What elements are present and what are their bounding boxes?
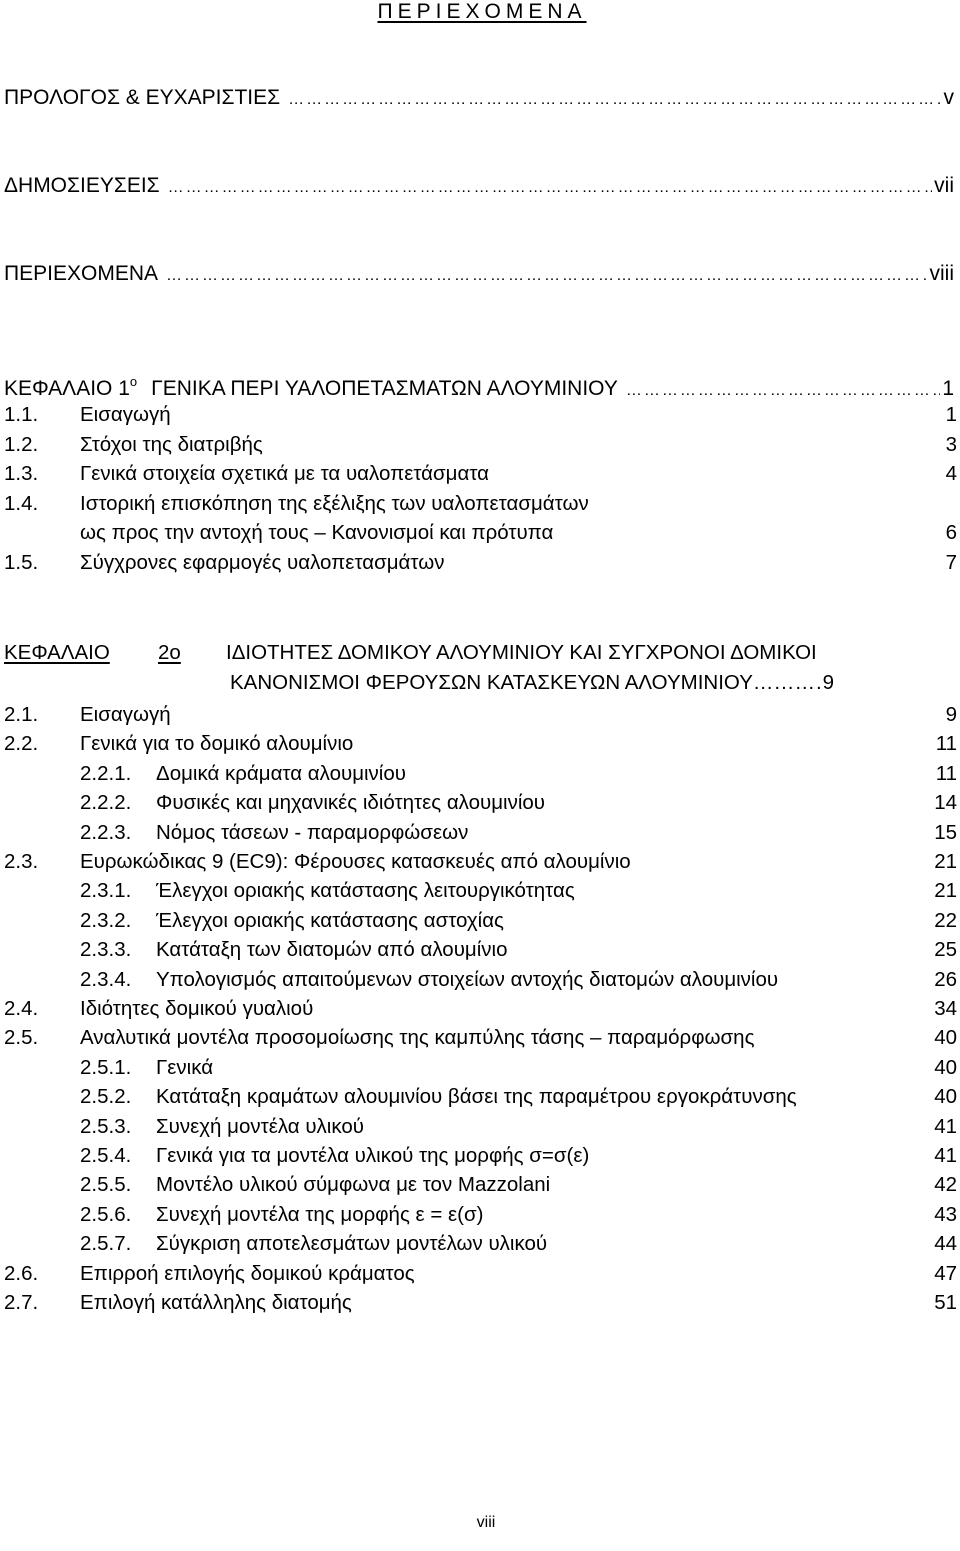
section-page: 44 [934,1232,957,1256]
chapter-title-line-1: ΙΔΙΟΤΗΤΕΣ ΔΟΜΙΚΟΥ ΑΛΟΥΜΙΝΙΟΥ ΚΑΙ ΣΥΓΧΡΟΝΟΙ ΔΟΜΙΚΟΙ [226,641,817,664]
section-number: 2.2.3. [80,820,132,844]
toc-section-row[interactable] [0,967,957,993]
toc-section-row[interactable] [0,491,957,517]
chapter-label: ΚΕΦΑΛΑΙΟ [4,641,110,664]
section-page: 26 [934,967,957,991]
section-title: Έλεγχοι οριακής κατάστασης λειτουργικότητας [156,879,575,903]
section-page: 25 [934,938,957,962]
section-page: 7 [945,550,957,574]
section-page: 21 [934,879,957,903]
section-number: 2.5.6. [80,1202,132,1226]
section-page: 41 [934,1114,957,1138]
section-title: Συνεχή μοντέλα της μορφής ε = ε(σ) [156,1202,484,1226]
section-title: Νόμος τάσεων - παραμορφώσεων [156,820,469,844]
toc-section-row[interactable] [0,1025,957,1051]
section-page: 21 [934,850,957,873]
section-title: ως προς την αντοχή τους – Κανονισμοί και πρότυπα [80,521,554,544]
section-number: 2.5.3. [80,1114,132,1138]
section-number: 2.5.1. [80,1055,132,1079]
toc-section-row[interactable] [0,731,957,757]
section-page: 51 [934,1291,957,1314]
chapter-title: ΓΕΝΙΚΑ ΠΕΡΙ ΥΑΛΟΠΕΤΑΣΜΑΤΩΝ ΑΛΟΥΜΙΝΙΟΥ [151,377,618,400]
toc-section-row[interactable] [0,1084,957,1110]
section-number: 2.2. [4,732,39,756]
section-page: 4 [945,462,957,485]
toc-section-row[interactable] [0,761,957,787]
toc-section-row[interactable] [0,849,957,875]
chapter-page: 1 [942,377,954,400]
dot-leader [626,382,940,400]
section-title: Στόχοι της διατριβής [80,432,263,456]
section-title: Εισαγωγή [80,403,171,426]
section-number: 2.6. [4,1261,39,1285]
toc-front-row[interactable] [4,86,954,112]
section-number: 2.2.2. [80,791,132,815]
section-title: Σύγχρονες εφαρμογές υαλοπετασμάτων [80,550,445,574]
toc-section-row[interactable] [0,550,957,576]
dot-leader [168,179,933,197]
section-page: 9 [945,703,957,726]
section-page: 15 [934,820,957,844]
section-number: 2.3.1. [80,879,132,903]
dot-leader [166,267,927,285]
section-page: 14 [934,791,957,815]
toc-section-row[interactable] [0,402,957,428]
toc-section-row[interactable] [0,937,957,963]
chapter-number: 2ο [158,641,181,664]
section-title: Μοντέλο υλικού σύμφωνα με τον Mazzolani [156,1173,551,1197]
section-number: 2.3.3. [80,938,132,962]
section-number: 2.4. [4,997,39,1020]
toc-entry-page: vii [934,174,954,197]
section-number: 2.1. [4,703,39,726]
toc-section-row[interactable] [0,461,957,487]
toc-section-row[interactable] [0,1114,957,1140]
section-page: 42 [934,1173,957,1197]
toc-section-row[interactable] [0,432,957,458]
toc-section-row[interactable] [0,520,957,546]
section-page: 47 [934,1261,957,1285]
section-number: 2.5.7. [80,1232,132,1256]
section-title: Γενικά στοιχεία σχετικά με τα υαλοπετάσματα [80,462,489,485]
section-number: 2.7. [4,1291,39,1314]
toc-section-row[interactable] [0,702,957,728]
section-title: Ιδιότητες δομικού γυαλιού [80,997,314,1020]
toc-section-row[interactable] [0,1231,957,1257]
toc-front-row[interactable] [4,262,954,288]
section-number: 2.3.2. [80,908,132,932]
section-number: 2.2.1. [80,761,132,785]
section-page: 43 [934,1202,957,1226]
section-page: 1 [945,403,957,426]
section-page: 41 [934,1144,957,1167]
chapter-title-line-2: ΚΑΝΟΝΙΣΜΟΙ ΦΕΡΟΥΣΩΝ ΚΑΤΑΣΚΕΥΩΝ ΑΛΟΥΜΙΝΙΟΥ…...….9 [230,671,835,694]
section-page: 6 [945,521,957,544]
section-title: Γενικά [156,1055,214,1079]
toc-front-row[interactable] [4,174,954,200]
section-title: Κατάταξη κραμάτων αλουμινίου βάσει της παραμέτρου εργοκράτυνσης [156,1085,797,1109]
section-title: Γενικά για τα μοντέλα υλικού της μορφής σ=σ(ε) [156,1144,590,1167]
section-title: Κατάταξη των διατομών από αλουμίνιο [156,938,508,962]
section-title: Ιστορική επισκόπηση της εξέλιξης των υαλοπετασμάτων [80,491,589,515]
toc-entry-page: viii [929,262,954,285]
toc-section-row[interactable] [0,1172,957,1198]
chapter-2-heading[interactable] [4,641,954,701]
section-page: 11 [935,761,957,785]
toc-entry-label: ΠΕΡΙΕΧΟΜΕΝΑ [4,262,159,285]
section-title: Υπολογισμός απαιτούμενων στοιχείων αντοχής διατομών αλουμινίου [156,967,779,991]
section-number: 1.3. [4,462,39,485]
toc-section-row[interactable] [0,1290,957,1316]
section-page: 40 [934,1085,957,1109]
toc-section-row[interactable] [0,1055,957,1081]
chapter-1-heading[interactable] [4,374,954,400]
section-number: 2.3.4. [80,967,132,991]
section-number: 2.5.5. [80,1173,132,1197]
toc-section-row[interactable] [0,820,957,846]
section-title: Φυσικές και μηχανικές ιδιότητες αλουμινίου [156,791,546,815]
section-title: Σύγκριση αποτελεσμάτων μοντέλων υλικού [156,1232,548,1256]
toc-section-row[interactable] [0,1202,957,1228]
toc-section-row[interactable] [0,878,957,904]
section-page: 11 [935,732,957,756]
footer-page-number: viii [476,1514,496,1531]
section-title: Επιρροή επιλογής δομικού κράματος [80,1261,415,1285]
toc-entry-label: ΔΗΜΟΣΙΕΥΣΕΙΣ [4,174,160,197]
section-page: 22 [934,908,957,932]
section-number: 1.5. [4,550,39,574]
section-page: 40 [934,1055,957,1079]
section-title: Επιλογή κατάλληλης διατομής [80,1291,352,1314]
toc-section-row[interactable] [0,1143,957,1169]
section-page: 40 [934,1026,957,1050]
chapter-label: ΚΕΦΑΛΑΙΟ $1^o$ [4,374,138,400]
section-page: 3 [945,432,957,456]
toc-section-row[interactable] [0,1261,957,1287]
section-title: Ευρωκώδικας 9 (EC9): Φέρουσες κατασκευές από αλουμίνιο [80,850,631,873]
section-title: Εισαγωγή [80,703,171,726]
toc-entry-label: ΠΡΟΛΟΓΟΣ & ΕΥΧΑΡΙΣΤΙΕΣ [4,86,281,109]
section-title: Αναλυτικά μοντέλα προσομοίωσης της καμπύλης τάσης – παραμόρφωσης [80,1026,755,1050]
section-title: Γενικά για το δομικό αλουμίνιο [80,732,354,756]
toc-section-row[interactable] [0,790,957,816]
toc-entry-page: v [943,86,954,109]
section-number: 2.5.4. [80,1144,132,1167]
section-number: 2.3. [4,850,39,873]
section-number: 1.2. [4,432,39,456]
section-number: 1.4. [4,491,39,515]
page-title: ΠΕΡΙΕΧΟΜΕΝΑ [377,0,587,23]
section-title: Έλεγχοι οριακής κατάστασης αστοχίας [156,908,504,932]
section-title: Συνεχή μοντέλα υλικού [156,1114,364,1138]
dot-leader [288,91,941,109]
section-number: 1.1. [4,403,39,426]
section-title: Δομικά κράματα αλουμινίου [156,761,406,785]
section-page: 34 [934,997,957,1020]
toc-section-row[interactable] [0,996,957,1022]
section-number: 2.5. [4,1026,39,1050]
section-number: 2.5.2. [80,1085,132,1109]
toc-section-row[interactable] [0,908,957,934]
